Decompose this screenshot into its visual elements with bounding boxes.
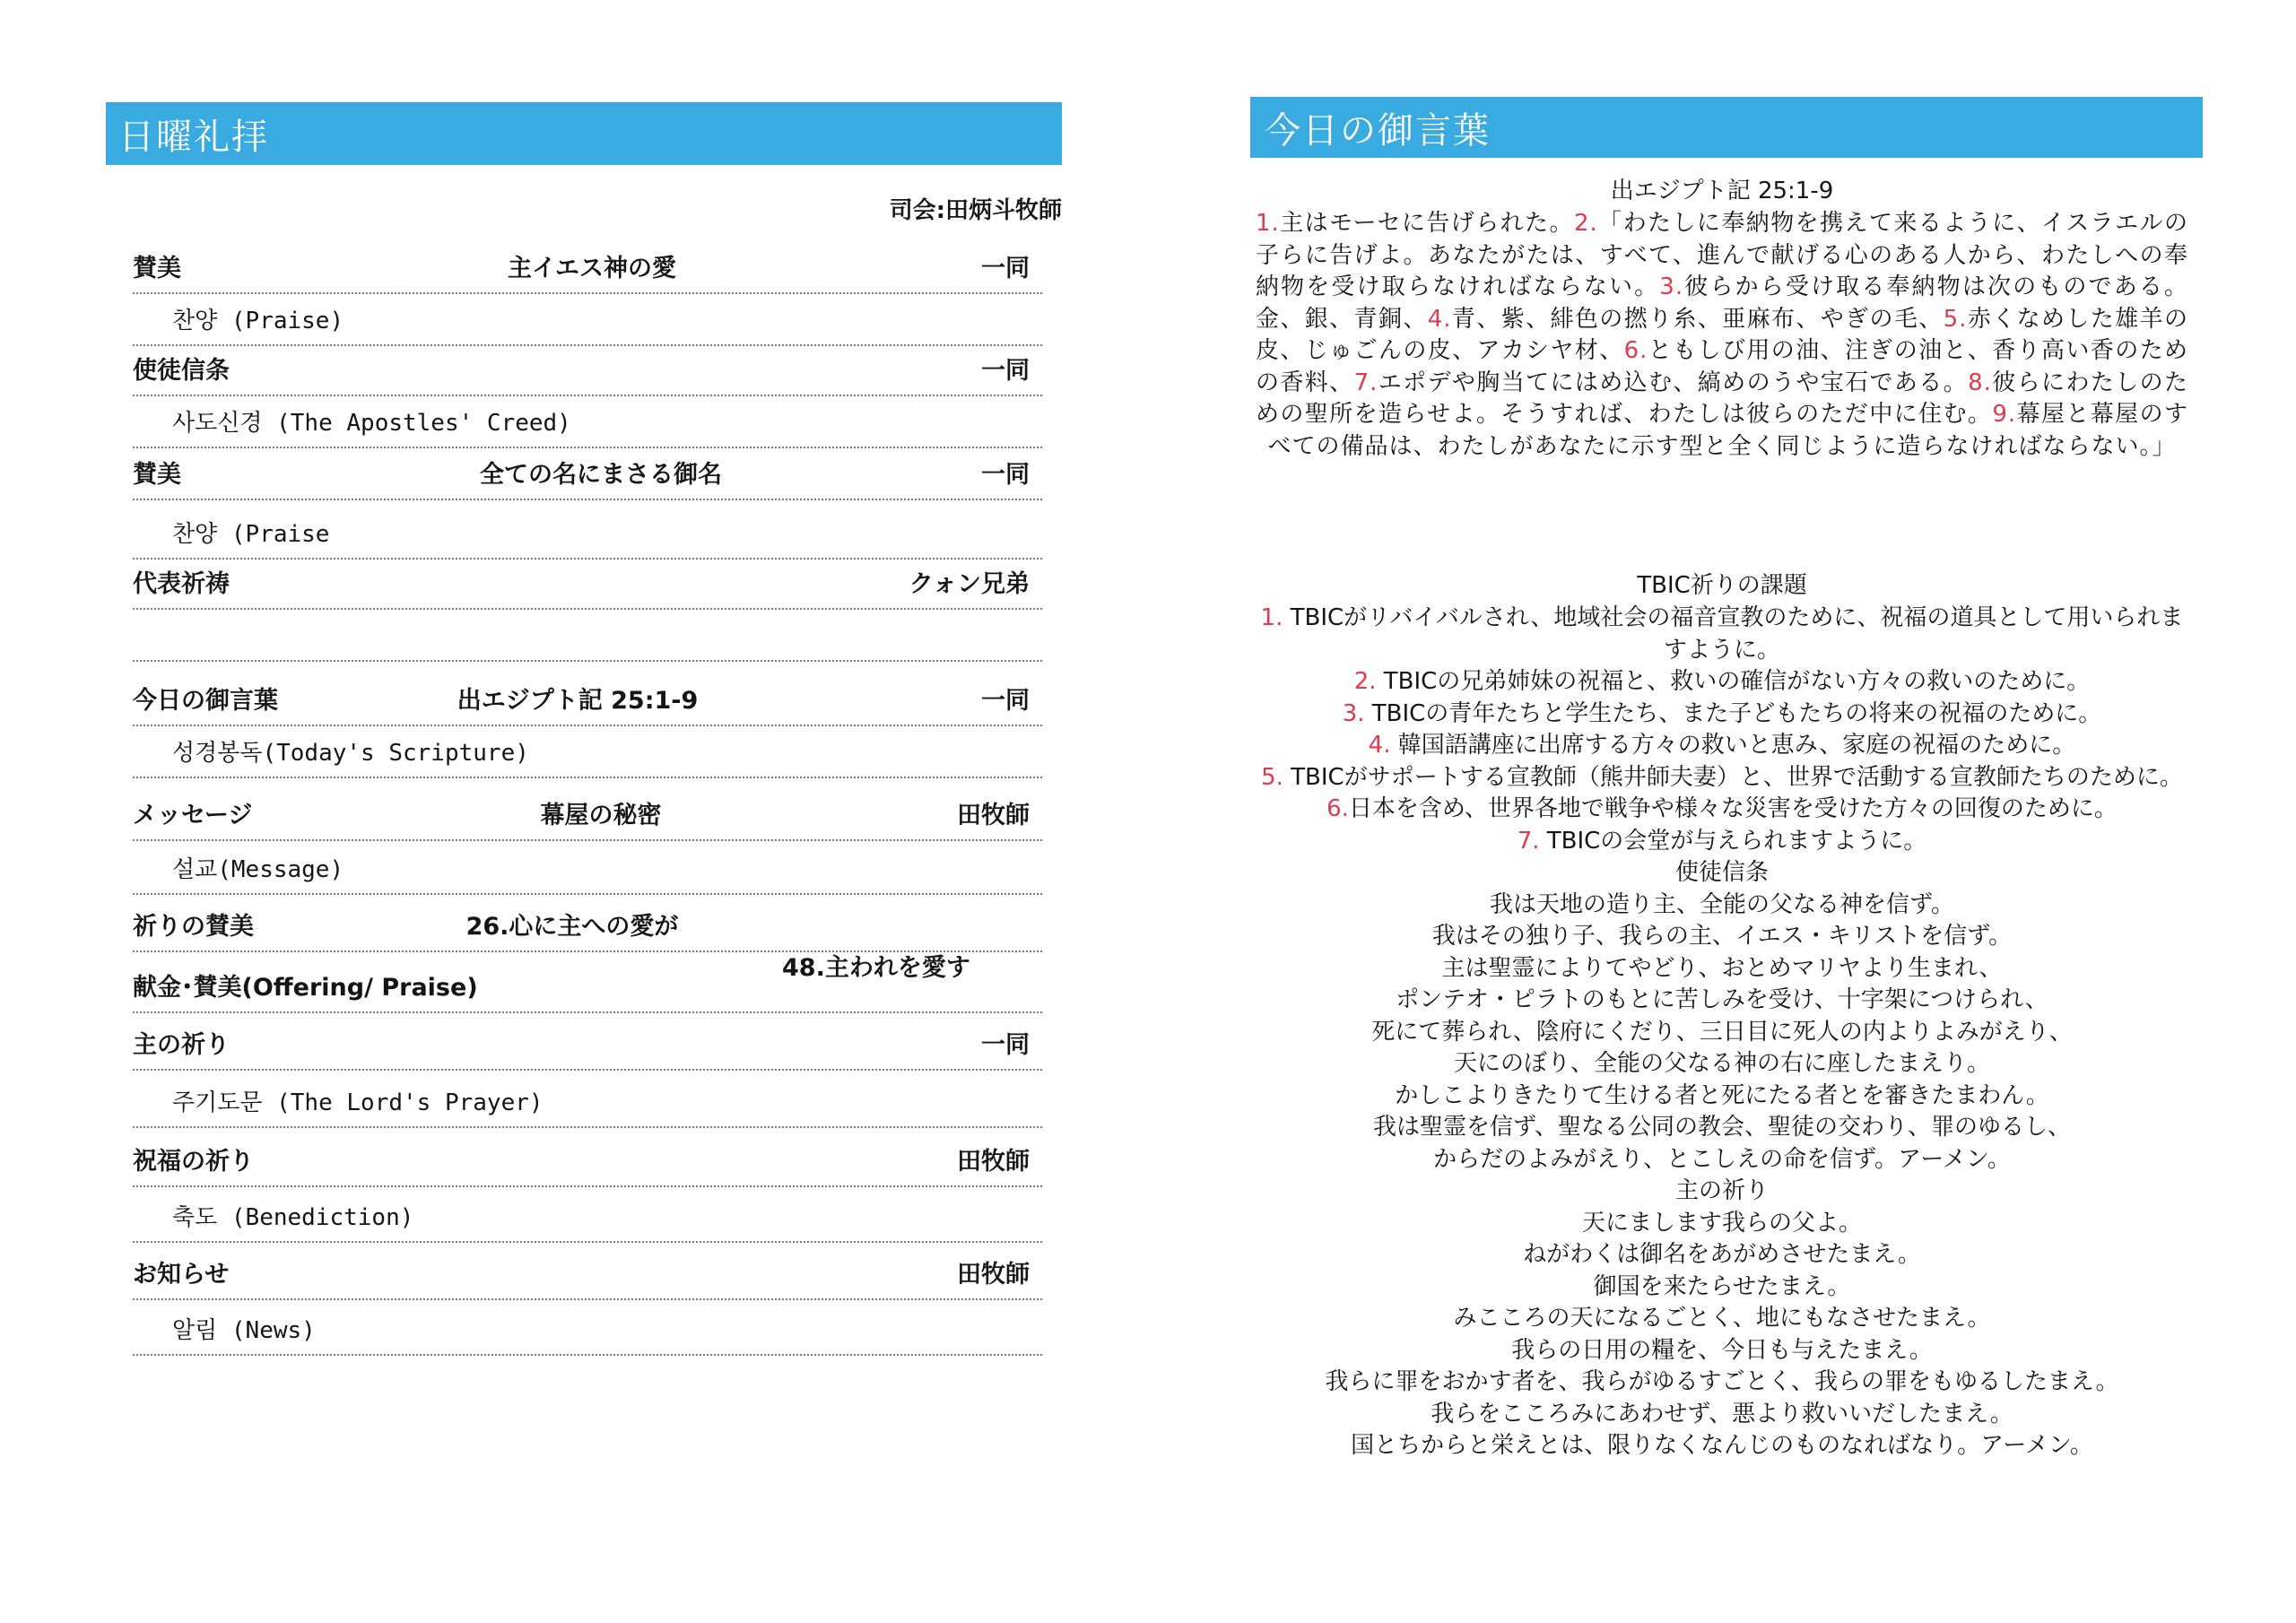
- prayer-item: [1256, 699, 2188, 731]
- order-subrow: [133, 841, 1042, 895]
- prayer-number: 5.: [1261, 763, 1283, 791]
- lords-prayer-line: 国とちからと栄えとは、限りなくなんじのものなればなり。アーメン。: [1351, 1432, 2093, 1459]
- verse-number: 9.: [1992, 401, 2017, 428]
- verse-number: 6.: [1623, 337, 1648, 364]
- creed-line: 天にのぼり、全能の父なる神の右に座したまえり。: [1453, 1050, 1990, 1077]
- order-row: [133, 778, 1042, 841]
- verse-text: 主はモーセに告げられた。: [1279, 210, 1574, 237]
- order-row: [133, 560, 1042, 610]
- order-subrow: [133, 294, 1042, 346]
- lords-prayer-line: みこころの天になるごとく、地にもなさせたまえ。: [1453, 1305, 1991, 1332]
- prayer-text: TBICの青年たちと学生たち、また子どもたちの将来の祝福のために。: [1364, 699, 2102, 727]
- order-subrow: [133, 1300, 1042, 1356]
- order-subtitle: 주기도문 (The Lord's Prayer): [172, 1089, 544, 1116]
- order-leader: 一同: [981, 357, 1030, 385]
- scripture-title: 今日の御言葉: [1265, 109, 1491, 152]
- order-song: 全ての名にまさる御名: [480, 461, 722, 489]
- verse-number: 2.: [1573, 210, 1598, 237]
- order-leader: クォン兄弟: [909, 570, 1030, 598]
- order-subtitle: 사도신경 (The Apostles' Creed): [172, 410, 571, 437]
- order-subtitle: 설교(Message): [172, 856, 344, 883]
- order-row: [133, 1128, 1042, 1187]
- prayer-text: TBICがリバイバルされ、地域社会の福音宣教のために、祝福の道具として用いられますように。: [1283, 604, 2184, 664]
- creed-line: 主は聖霊によりてやどり、おとめマリヤより生まれ、: [1441, 954, 2003, 982]
- prayer-item: [1256, 762, 2188, 794]
- lords-prayer-line: 我らをこころみにあわせず、悪より救いいだしたまえ。: [1431, 1400, 2013, 1428]
- order-label: 祈りの賛美: [133, 913, 254, 941]
- prayer-text: TBICがサポートする宣教師（熊井師夫妻）と、世界で活動する宣教師たちのために。: [1283, 763, 2183, 791]
- lords-prayer-line: ねがわくは御名をあがめさせたまえ。: [1523, 1241, 1921, 1268]
- worship-title-bar: [106, 102, 1062, 165]
- verse-number: 1.: [1256, 210, 1280, 237]
- order-subtitle: 알림 (News): [172, 1317, 316, 1344]
- lords-prayer-line: 我らに罪をおかす者を、我らがゆるすごとく、我らの罪をもゆるしたまえ。: [1325, 1368, 2119, 1395]
- verse-text: 青、紫、緋色の撚り糸、亜麻布、やぎの毛、: [1451, 305, 1944, 333]
- order-row: [133, 244, 1042, 294]
- order-row: [133, 662, 1042, 726]
- creed-line: からだのよみがえり、とこしえの命を信ず。アーメン。: [1433, 1145, 2011, 1173]
- creed-line: 我は聖霊を信ず、聖なる公同の教会、聖徒の交わり、罪のゆるし、: [1373, 1114, 2071, 1141]
- host-text: 司会:田炳斗牧師: [889, 197, 1062, 224]
- order-row: [133, 1013, 1042, 1071]
- scripture-reference: 出エジプト記 25:1-9: [1610, 178, 1834, 204]
- creed-line: 死にて葬られ、陰府にくだり、三日目に死人の内よりよみがえり、: [1371, 1018, 2073, 1046]
- prayer-item: [1256, 730, 2188, 762]
- verse-text: エポデや胸当てにはめ込む、縞めのうや宝石である。: [1378, 369, 1969, 396]
- prayer-text: TBICの会堂が与えられますように。: [1539, 827, 1927, 855]
- verse-text: 彼らにわたしのための聖所を造らせよ。そうすれば、わたしは彼らのただ中に住む。: [1256, 369, 2188, 428]
- order-row: [133, 448, 1042, 500]
- verse-number: 8.: [1968, 369, 1992, 396]
- prayer-number: 6.: [1326, 795, 1349, 822]
- order-label: 祝福の祈り: [133, 1148, 254, 1176]
- order-sermon-title: 幕屋の秘密: [540, 802, 662, 829]
- prayer-item: [1256, 794, 2188, 826]
- order-row: [133, 1243, 1042, 1300]
- order-subtitle: 찬양 (Praise): [172, 308, 344, 334]
- prayer-item: [1256, 603, 2188, 666]
- prayer-number: 1.: [1260, 604, 1283, 631]
- creed-line: 我は天地の造り主、全能の父なる神を信ず。: [1490, 890, 1954, 918]
- order-row: [133, 895, 1042, 952]
- order-label: 賛美: [133, 461, 181, 489]
- order-leader: 田牧師: [957, 802, 1030, 829]
- order-label: 代表祈祷: [133, 570, 230, 598]
- order-leader: 一同: [981, 255, 1030, 282]
- order-leader: 一同: [981, 461, 1030, 489]
- scripture-title-bar: [1250, 97, 2203, 158]
- order-label: メッセージ: [133, 802, 253, 829]
- lords-prayer-line: 天にまします我らの父よ。: [1581, 1209, 1862, 1237]
- order-label: お知らせ: [133, 1261, 230, 1289]
- order-label: 今日の御言葉: [133, 687, 278, 715]
- order-subrow: [133, 726, 1042, 778]
- order-leader: 一同: [981, 1031, 1030, 1059]
- order-song: 26.心に主への愛が: [465, 913, 679, 941]
- order-label: 賛美: [133, 255, 181, 282]
- order-leader: 田牧師: [957, 1261, 1030, 1289]
- verse-text: 彼らから受け取る奉納物は次のものである。金、銀、青銅、: [1256, 273, 2188, 333]
- prayer-number: 4.: [1368, 732, 1391, 759]
- verse-text: ともしび用の油、注ぎの油と、香り高い香のための香料、: [1256, 337, 2188, 396]
- prayer-topics: [1256, 603, 2188, 1462]
- order-song: 主イエス神の愛: [508, 255, 676, 282]
- order-leader: 一同: [981, 687, 1030, 715]
- verse-number: 5.: [1943, 305, 1968, 333]
- order-subrow: [133, 1071, 1042, 1128]
- creed-line: 我はその独り子、我らの主、イエス・キリストを信ず。: [1431, 923, 2013, 950]
- order-label: 献金･賛美(Offering/ Praise): [133, 974, 478, 1002]
- prayer-topics-title: TBIC祈りの課題: [1637, 572, 1807, 599]
- order-subtitle: 찬양 (Praise: [172, 521, 330, 548]
- prayer-item: [1256, 666, 2188, 699]
- scripture-passage: [1256, 208, 2188, 463]
- verse-number: 3.: [1659, 273, 1684, 300]
- order-label: 主の祈り: [133, 1031, 230, 1059]
- order-subrow: [133, 952, 1042, 1013]
- prayer-number: 3.: [1342, 699, 1365, 727]
- order-scripture: 出エジプト記 25:1-9: [457, 687, 699, 715]
- creed-title: 使徒信条: [1674, 859, 1769, 886]
- order-label: 使徒信条: [133, 357, 230, 385]
- prayer-text: 日本を含め、世界各地で戦争や様々な災害を受けた方々の回復のために。: [1348, 795, 2118, 822]
- verse-text: 「わたしに奉納物を携えて来るように、イスラエルの子らに告げよ。あなたがたは、すべて、進んで献げる心のある人から、わたしへの奉納物を受け取らなければならない。: [1256, 210, 2188, 300]
- order-subrow: [133, 500, 1042, 560]
- order-subrow: [133, 1187, 1042, 1243]
- verse-text: 幕屋と幕屋のすべての備品は、わたしがあなたに示す型と全く同じように造らなければならない。」: [1267, 401, 2188, 460]
- prayer-text: TBICの兄弟姉妹の祝福と、救いの確信がない方々の救いのために。: [1376, 668, 2091, 695]
- lords-prayer-line: 我らの日用の糧を、今日も与えたまえ。: [1511, 1336, 1933, 1364]
- creed-line: かしこよりきたりて生ける者と死にたる者とを審きたまわん。: [1395, 1081, 2049, 1109]
- prayer-number: 7.: [1517, 827, 1540, 855]
- worship-title: 日曜礼拝: [118, 116, 269, 158]
- prayer-item: [1256, 826, 2188, 858]
- order-subrow: [133, 610, 1042, 662]
- order-row: [133, 346, 1042, 396]
- verse-number: 7.: [1353, 369, 1378, 396]
- verse-number: 4.: [1427, 305, 1452, 333]
- prayer-number: 2.: [1353, 668, 1377, 695]
- order-song: 48.主われを愛す: [782, 954, 970, 982]
- lords-prayer-title: 主の祈り: [1674, 1177, 1769, 1204]
- order-subtitle: 축도 (Benediction): [172, 1204, 414, 1231]
- order-subtitle: 성경봉독(Today's Scripture): [172, 740, 529, 767]
- order-subrow: [133, 396, 1042, 448]
- lords-prayer-line: 御国を来たらせたまえ。: [1593, 1272, 1851, 1300]
- verse-text: 赤くなめした雄羊の皮、じゅごんの皮、アカシヤ材、: [1256, 305, 2188, 364]
- order-leader: 田牧師: [957, 1148, 1030, 1176]
- creed-line: ポンテオ・ピラトのもとに苦しみを受け、十字架につけられ、: [1396, 986, 2048, 1013]
- prayer-text: 韓国語講座に出席する方々の救いと恵み、家庭の祝福のために。: [1390, 732, 2076, 759]
